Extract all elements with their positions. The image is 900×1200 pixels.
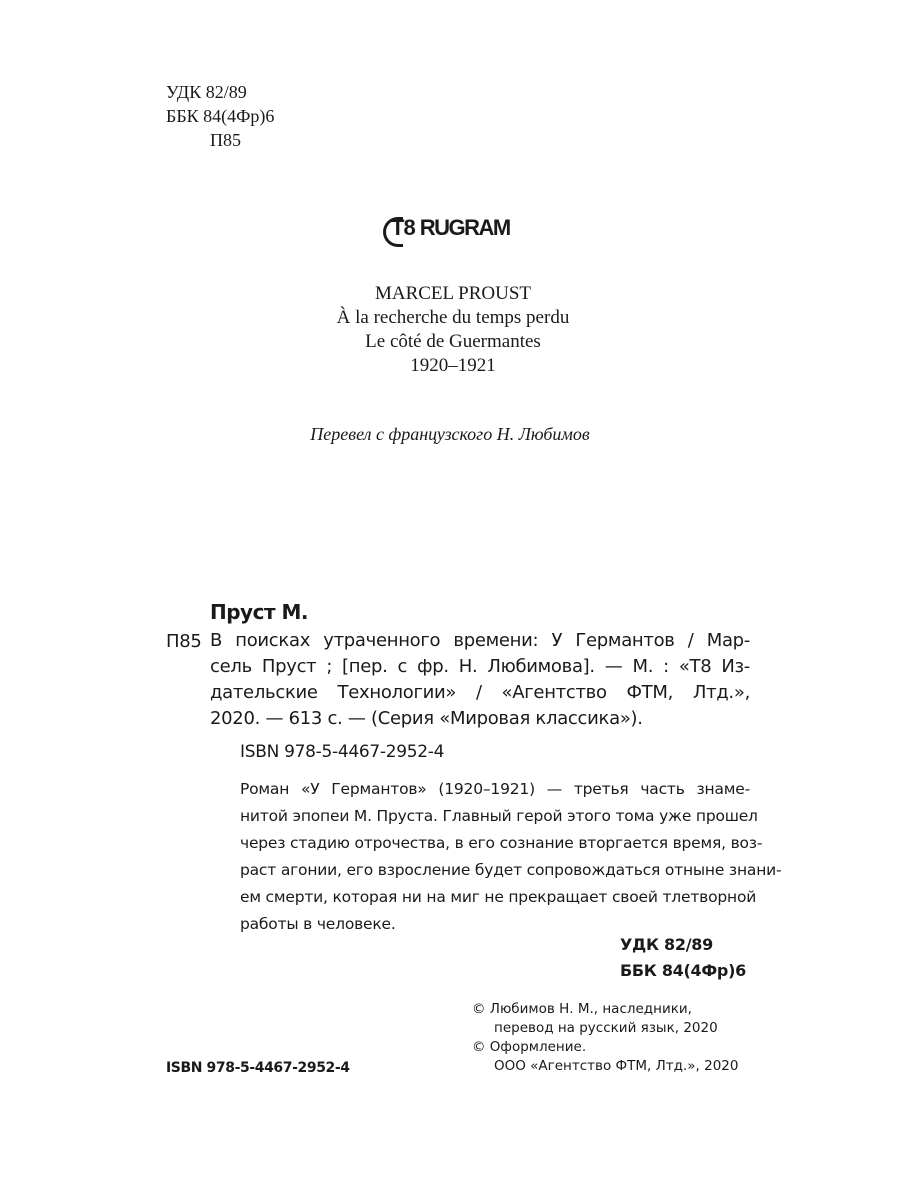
description-line: 2020. — 613 с. — (Серия «Мировая классика»). <box>210 708 643 729</box>
catalog-description <box>210 628 750 732</box>
copyright-block <box>472 1000 738 1076</box>
publisher-logo <box>383 208 543 248</box>
bbk-code-footer: ББК 84(4Фр)6 <box>620 961 746 980</box>
copyright-line: © Оформление. <box>472 1039 587 1055</box>
catalog-isbn: ISBN 978-5-4467-2952-4 <box>240 742 445 762</box>
original-author: MARCEL PROUST <box>374 283 532 304</box>
catalog-cutter: П85 <box>166 631 202 652</box>
annotation <box>240 776 782 938</box>
translator-note: Перевел с французского Н. Любимов <box>310 424 590 444</box>
classification-block <box>166 80 274 152</box>
copyright-line: © Любимов Н. М., наследники, <box>472 1001 692 1017</box>
original-years: 1920–1921 <box>410 355 496 376</box>
udk-code: УДК 82/89 <box>166 82 247 102</box>
copyright-line: ООО «Агентство ФТМ, Лтд.», 2020 <box>494 1058 739 1074</box>
annotation-line: через стадию отрочества, в его сознание вторгается время, воз- <box>240 834 763 852</box>
publisher-name: RUGRAM <box>419 215 510 240</box>
original-title: Le côté de Guermantes <box>365 331 541 352</box>
description-line: дательские Технологии» / «Агентство ФТМ, Лтд.», <box>210 682 750 703</box>
udk-code-footer: УДК 82/89 <box>620 935 713 954</box>
annotation-line: работы в человеке. <box>240 915 396 933</box>
annotation-line: Роман «У Германтов» (1920–1921) — третья часть знаме- <box>240 780 750 798</box>
isbn-footer: ISBN 978-5-4467-2952-4 <box>166 1060 350 1076</box>
catalog-author-heading: Пруст М. <box>210 600 309 624</box>
annotation-line: ем смерти, которая ни на миг не прекращает своей тлетворной <box>240 888 757 906</box>
bbk-code: ББК 84(4Фр)6 <box>166 106 275 126</box>
classification-footer <box>620 932 746 984</box>
annotation-line: нитой эпопеи М. Пруста. Главный герой этого тома уже прошел <box>240 807 758 825</box>
description-line: В поисках утраченного времени: У Германтов / Мар- <box>210 630 750 651</box>
cutter-code: П85 <box>210 130 241 150</box>
original-series: À la recherche du temps perdu <box>336 307 570 328</box>
annotation-line: раст агонии, его взросление будет сопровождаться отныне знани- <box>240 861 782 879</box>
copyright-line: перевод на русский язык, 2020 <box>494 1020 718 1036</box>
t8-logo-icon: T8 <box>383 215 415 241</box>
description-line: сель Пруст ; [пер. с фр. Н. Любимова]. — М. : «Т8 Из- <box>210 656 750 677</box>
original-title-block <box>0 282 900 378</box>
